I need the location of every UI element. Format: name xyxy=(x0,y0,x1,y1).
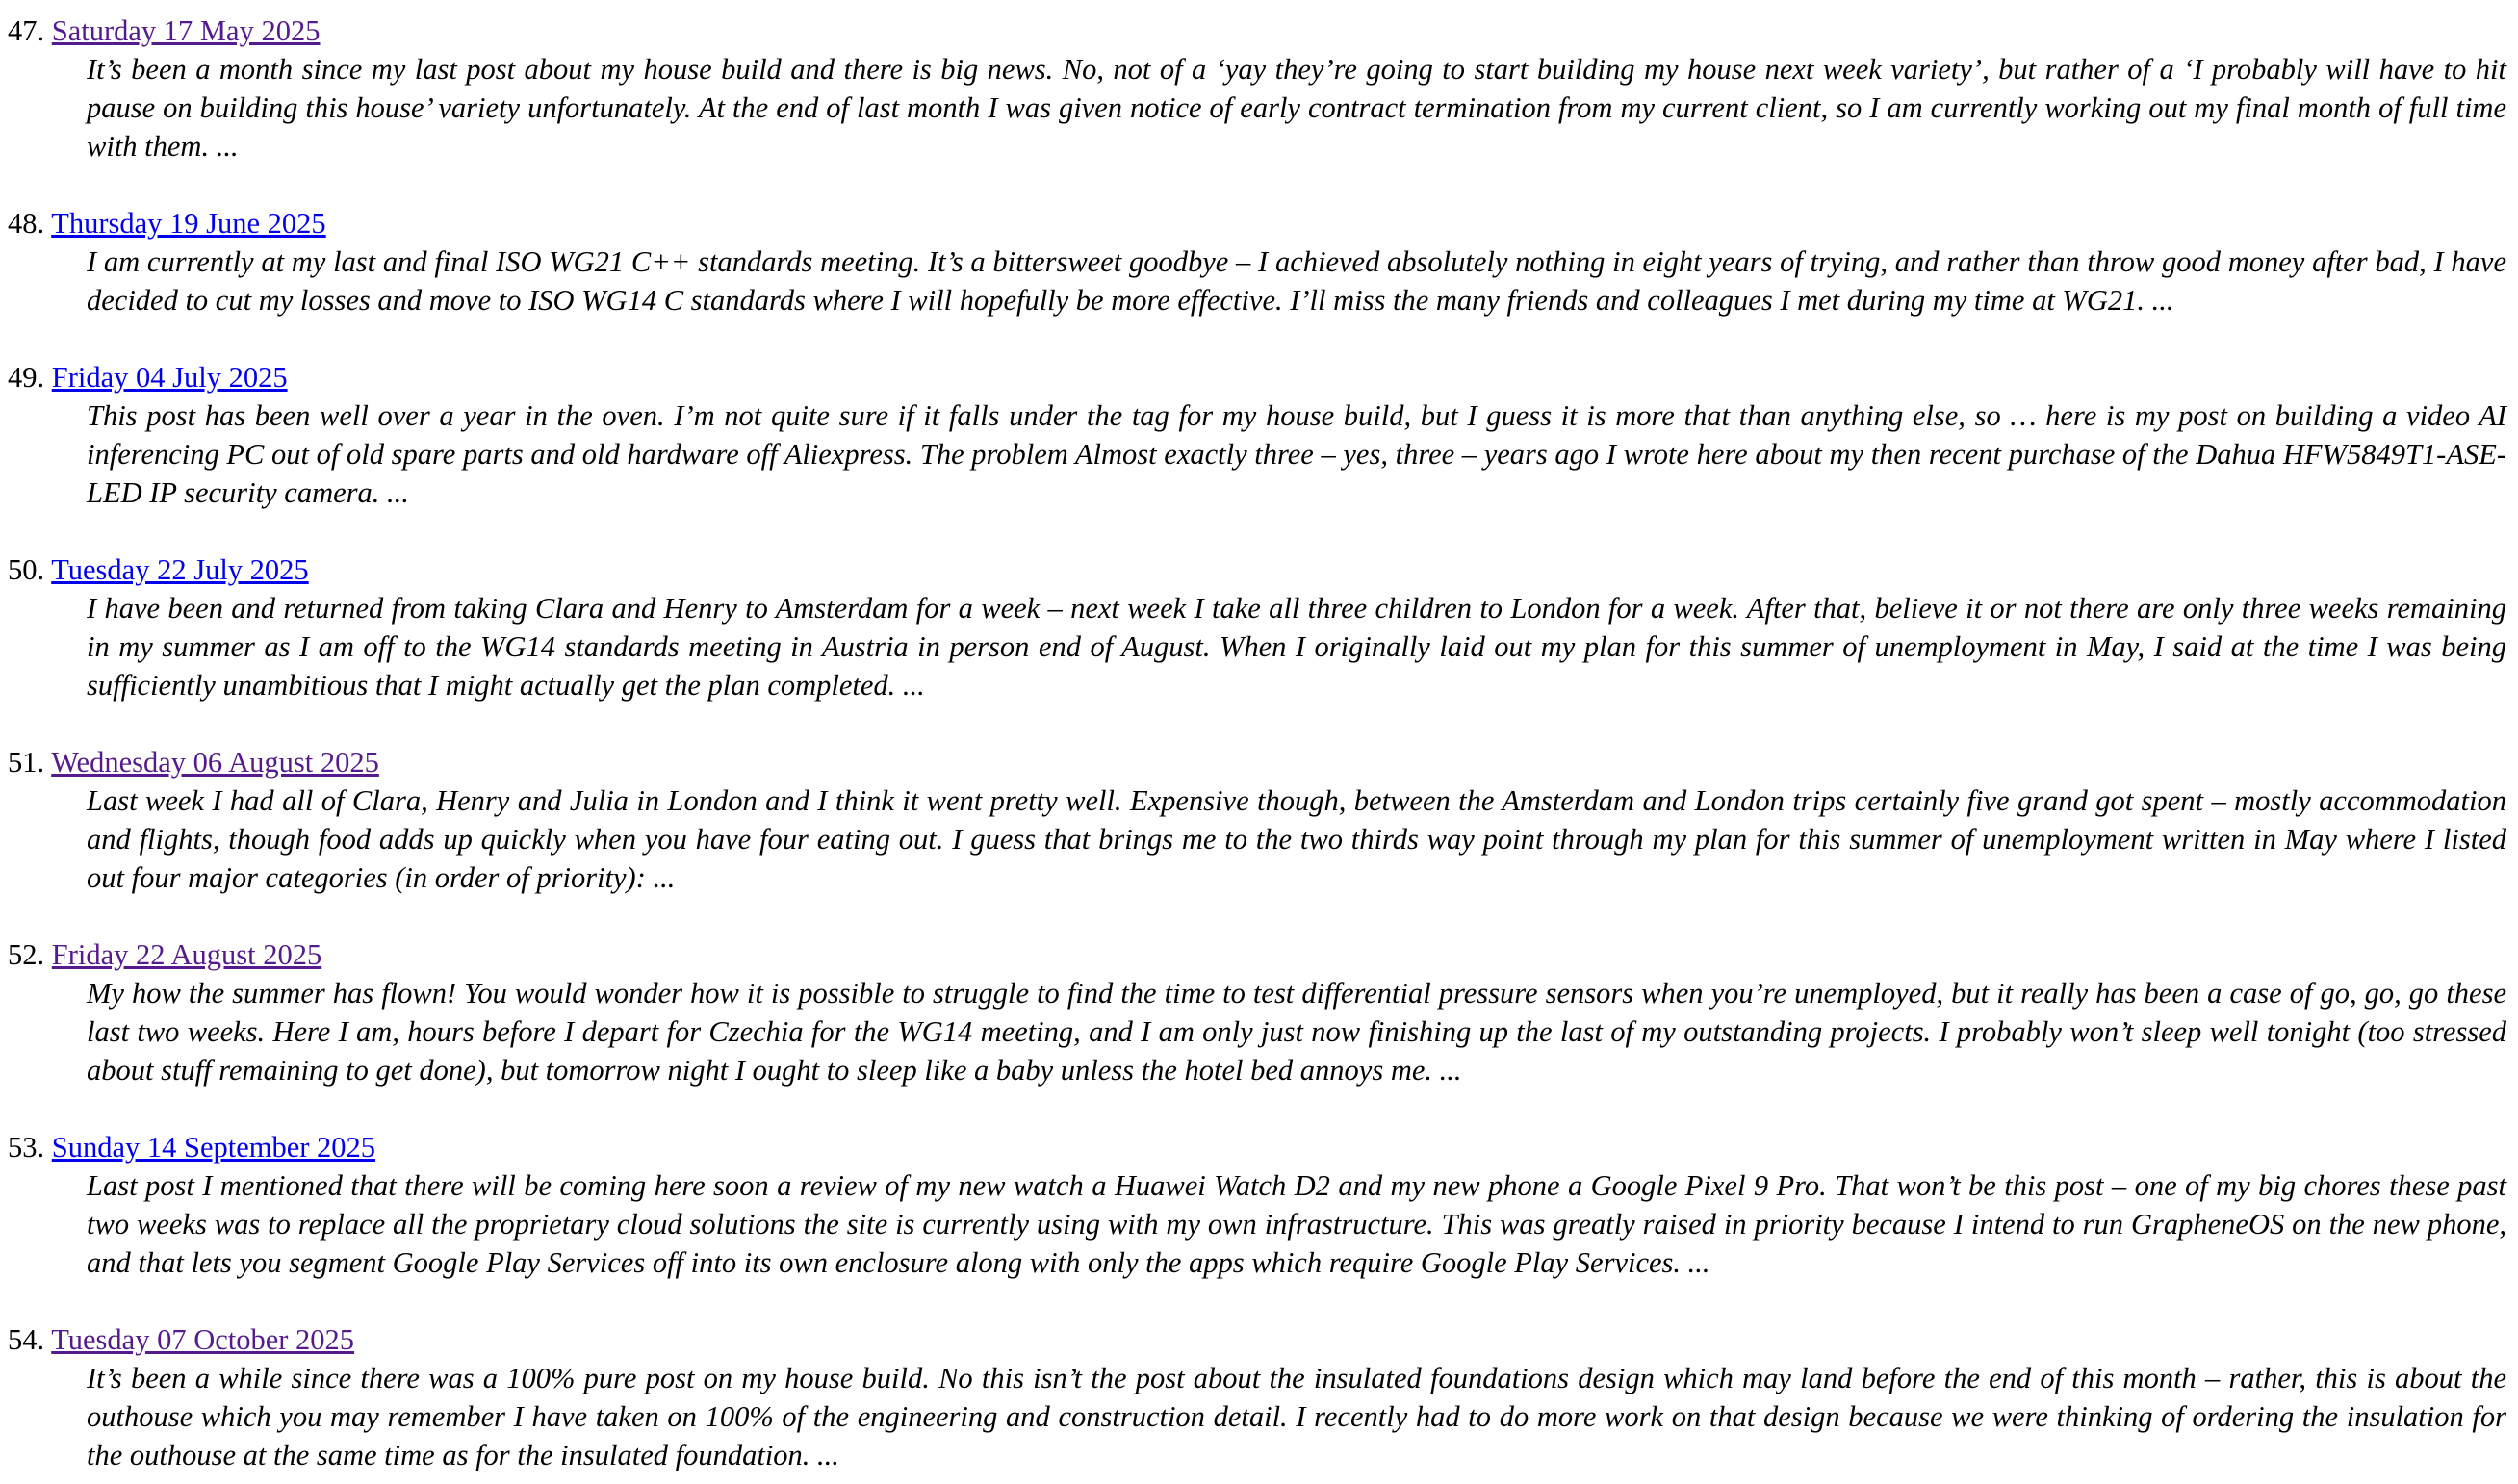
post-excerpt: I am currently at my last and final ISO WG21 C++ standards meeting. It’s a bittersweet goodbye – I achieved absolutely nothing in eight years of trying, and rather than throw good money after bad, I have decided to cut my losses and move to ISO WG14 C standards where I will hopefully be more effective. I’ll miss the many friends and colleagues I met during my time at WG21. ... xyxy=(87,245,2506,317)
post-list xyxy=(8,12,2506,1474)
post-entry-50 xyxy=(8,550,2506,704)
post-excerpt: My how the summer has flown! You would wonder how it is possible to struggle to find the time to test differential pressure sensors when you’re unemployed, but it really has been a case of go, go, go these last two weeks. Here I am, hours before I depart for Czechia for the WG14 meeting, and I am only just now finishing up the last of my outstanding projects. I probably won’t sleep well tonight (too stressed about stuff remaining to get done), but tomorrow night I ought to sleep like a baby unless the hotel bed annoys me. ... xyxy=(87,977,2506,1087)
post-entry-49 xyxy=(8,358,2506,512)
post-excerpt: This post has been well over a year in the oven. I’m not quite sure if it falls under the tag for my house build, but I guess it is more that than anything else, so … here is my post on building a video AI inferencing PC out of old spare parts and old hardware off Aliexpress. The problem Almost exactly three – yes, three – years ago I wrote here about my then recent purchase of the Dahua HFW5849T1-ASE-LED IP security camera. ... xyxy=(87,399,2506,509)
post-excerpt: Last week I had all of Clara, Henry and Julia in London and I think it went pretty well. Expensive though, between the Amsterdam and London trips certainly five grand got spent – mostly accommodation and flights, though food adds up quickly when you have four eating out. I guess that brings me to the two thirds way point through my plan for this summer of unemployment written in May where I listed out four major categories (in order of priority): ... xyxy=(87,784,2506,894)
post-date-link[interactable]: Tuesday 07 October 2025 xyxy=(51,1323,355,1356)
post-heading xyxy=(8,550,2506,589)
post-entry-51 xyxy=(8,743,2506,897)
post-heading xyxy=(8,204,2506,243)
post-number: 53. xyxy=(8,1131,45,1164)
post-entry-47 xyxy=(8,12,2506,166)
post-date-link[interactable]: Friday 04 July 2025 xyxy=(51,361,288,394)
post-date-link[interactable]: Sunday 14 September 2025 xyxy=(51,1131,376,1164)
post-entry-53 xyxy=(8,1128,2506,1282)
post-date-link[interactable]: Thursday 19 June 2025 xyxy=(51,207,326,240)
post-entry-48 xyxy=(8,204,2506,320)
post-number: 52. xyxy=(8,938,45,971)
post-excerpt: It’s been a while since there was a 100% pure post on my house build. No this isn’t the post about the insulated foundations design which may land before the end of this month – rather, this is about the outhouse which you may remember I have taken on 100% of the engineering and construction detail. I recently had to do more work on that design because we were thinking of ordering the insulation for the outhouse at the same time as for the insulated foundation. ... xyxy=(87,1362,2506,1471)
post-date-link[interactable]: Tuesday 22 July 2025 xyxy=(51,553,309,586)
post-date-link[interactable]: Friday 22 August 2025 xyxy=(51,938,322,971)
post-heading xyxy=(8,743,2506,781)
post-heading xyxy=(8,1128,2506,1166)
post-date-link[interactable]: Saturday 17 May 2025 xyxy=(51,14,321,47)
post-heading xyxy=(8,935,2506,974)
post-heading xyxy=(8,1320,2506,1359)
post-heading xyxy=(8,12,2506,50)
post-number: 50. xyxy=(8,553,45,586)
post-entry-54 xyxy=(8,1320,2506,1474)
post-number: 51. xyxy=(8,746,45,779)
post-number: 54. xyxy=(8,1323,45,1356)
post-excerpt: I have been and returned from taking Clara and Henry to Amsterdam for a week – next week I take all three children to London for a week. After that, believe it or not there are only three weeks remaining in my summer as I am off to the WG14 standards meeting in Austria in person end of August. When I originally laid out my plan for this summer of unemployment in May, I said at the time I was being sufficiently unambitious that I might actually get the plan completed. ... xyxy=(87,592,2506,702)
post-number: 48. xyxy=(8,207,45,240)
post-excerpt: It’s been a month since my last post about my house build and there is big news. No, not of a ‘yay they’re going to start building my house next week variety’, but rather of a ‘I probably will have to hit pause on building this house’ variety unfortunately. At the end of last month I was given notice of early contract termination from my current client, so I am currently working out my final month of full time with them. ... xyxy=(87,53,2506,163)
post-date-link[interactable]: Wednesday 06 August 2025 xyxy=(51,746,379,779)
post-excerpt: Last post I mentioned that there will be coming here soon a review of my new watch a Huawei Watch D2 and my new phone a Google Pixel 9 Pro. That won’t be this post – one of my big chores these past two weeks was to replace all the proprietary cloud solutions the site is currently using with my own infrastructure. This was greatly raised in priority because I intend to run GrapheneOS on the new phone, and that lets you segment Google Play Services off into its own enclosure along with only the apps which require Google Play Services. ... xyxy=(87,1169,2506,1279)
post-number: 47. xyxy=(8,14,45,47)
post-number: 49. xyxy=(8,361,45,394)
post-entry-52 xyxy=(8,935,2506,1089)
post-heading xyxy=(8,358,2506,397)
